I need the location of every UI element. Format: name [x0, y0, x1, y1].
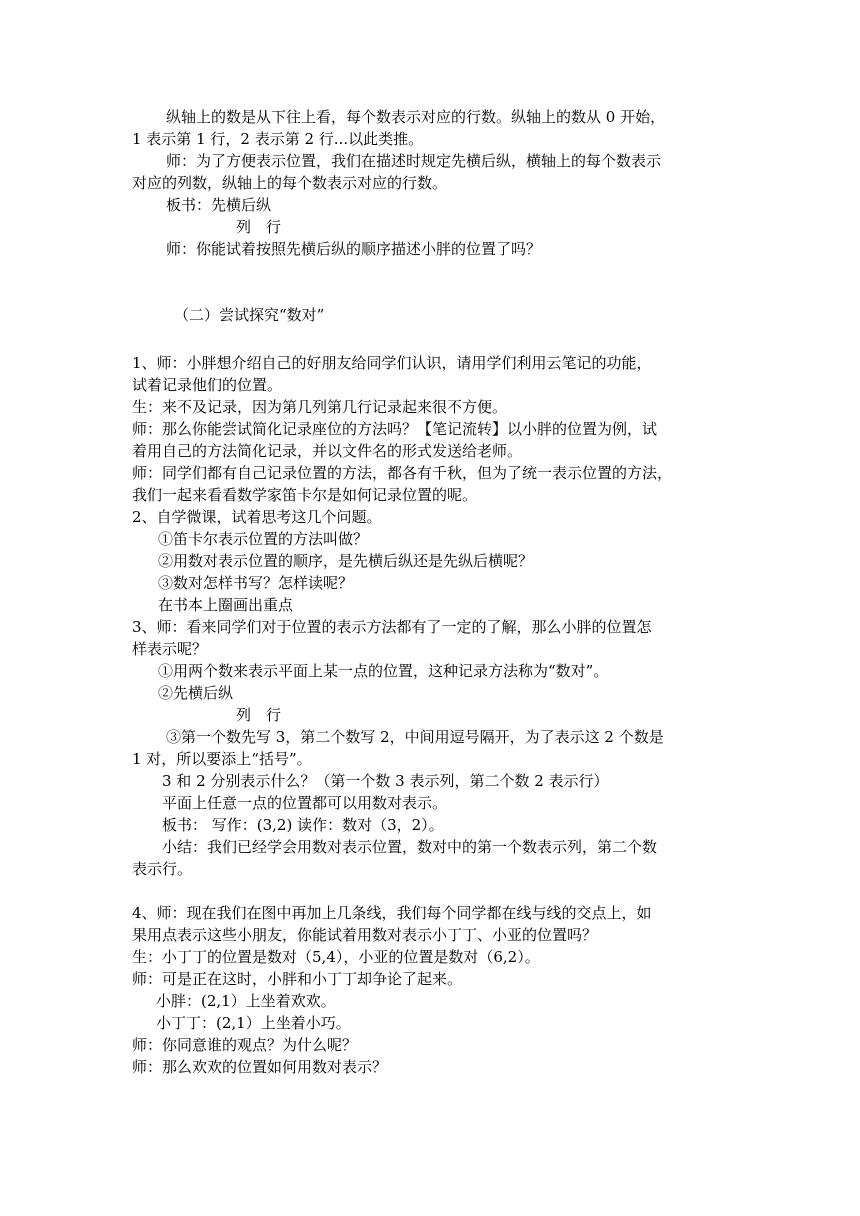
text-line: 对应的列数，纵轴上的每个数表示对应的行数。 — [132, 174, 448, 192]
text-line: 师：你能试着按照先横后纵的顺序描述小胖的位置了吗？ — [166, 240, 542, 258]
text-line: ②先横后纵 — [158, 684, 234, 702]
text-line: 小丁丁：(2,1）上坐着小巧。 — [156, 1014, 351, 1032]
text-line: ③数对怎样书写？怎样读呢？ — [158, 574, 354, 592]
text-line: 我们一起来看看数学家笛卡尔是如何记录位置的呢。 — [132, 486, 478, 504]
text-line: 2、自学微课，试着思考这几个问题。 — [132, 508, 382, 526]
text-line: 师：可是正在这时，小胖和小丁丁却争论了起来。 — [132, 970, 463, 988]
text-line: 板书： 写作：(3,2) 读作：数对（3，2）。 — [162, 816, 444, 834]
section-heading: （二）尝试探究“数对” — [174, 306, 325, 324]
text-line: 3 和 2 分别表示什么？（第一个数 3 表示列，第二个数 2 表示行） — [162, 772, 609, 790]
text-line: 板书：先横后纵 — [166, 196, 272, 214]
text-line: 师：那么你能尝试简化记录座位的方法吗？【笔记流转】以小胖的位置为例，试 — [132, 420, 658, 438]
text-line: 试着记录他们的位置。 — [132, 376, 283, 394]
text-line: 1 表示第 1 行，2 表示第 2 行...以此类推。 — [132, 130, 424, 148]
text-line: 1、师：小胖想介绍自己的好朋友给同学们认识，请用学们利用云笔记的功能， — [132, 354, 652, 372]
text-line: 列 行 — [236, 218, 282, 236]
text-line: ②用数对表示位置的顺序，是先横后纵还是先纵后横呢？ — [158, 552, 534, 570]
text-line: ①笛卡尔表示位置的方法叫做？ — [158, 530, 369, 548]
text-line: 师：同学们都有自己记录位置的方法，都各有千秋，但为了统一表示位置的方法， — [132, 464, 673, 482]
text-line: ③第一个数先写 3，第二个数写 2，中间用逗号隔开，为了表示这 2 个数是 — [166, 728, 664, 746]
text-line: 纵轴上的数是从下往上看，每个数表示对应的行数。纵轴上的数从 0 开始， — [166, 108, 666, 126]
text-line: 平面上任意一点的位置都可以用数对表示。 — [162, 794, 448, 812]
text-line: 师：那么欢欢的位置如何用数对表示？ — [132, 1058, 388, 1076]
text-line: 样表示呢？ — [132, 640, 208, 658]
text-line: 表示行。 — [132, 860, 193, 878]
text-line: 4、师：现在我们在图中再加上几条线，我们每个同学都在线与线的交点上，如 — [132, 904, 652, 922]
text-line: 师：为了方便表示位置，我们在描述时规定先横后纵，横轴上的每个数表示 — [166, 152, 662, 170]
text-line: 小结：我们已经学会用数对表示位置，数对中的第一个数表示列，第二个数 — [162, 838, 658, 856]
text-line: 3、师：看来同学们对于位置的表示方法都有了一定的了解，那么小胖的位置怎 — [132, 618, 652, 636]
text-line: 1 对，所以要添上“括号”。 — [132, 750, 312, 768]
text-line: 生：小丁丁的位置是数对（5,4），小亚的位置是数对（6,2）。 — [132, 948, 540, 966]
text-line: 生：来不及记录，因为第几列第几行记录起来很不方便。 — [132, 398, 508, 416]
text-line: 在书本上圈画出重点 — [158, 596, 294, 614]
text-line: 果用点表示这些小朋友，你能试着用数对表示小丁丁、小亚的位置吗？ — [132, 926, 598, 944]
text-line: 小胖：(2,1）上坐着欢欢。 — [156, 992, 336, 1010]
text-line: 师：你同意谁的观点？为什么呢？ — [132, 1036, 358, 1054]
text-line: ①用两个数来表示平面上某一点的位置，这种记录方法称为“数对”。 — [158, 662, 609, 680]
text-line: 着用自己的方法简化记录，并以文件名的形式发送给老师。 — [132, 442, 523, 460]
text-line: 列 行 — [236, 706, 282, 724]
